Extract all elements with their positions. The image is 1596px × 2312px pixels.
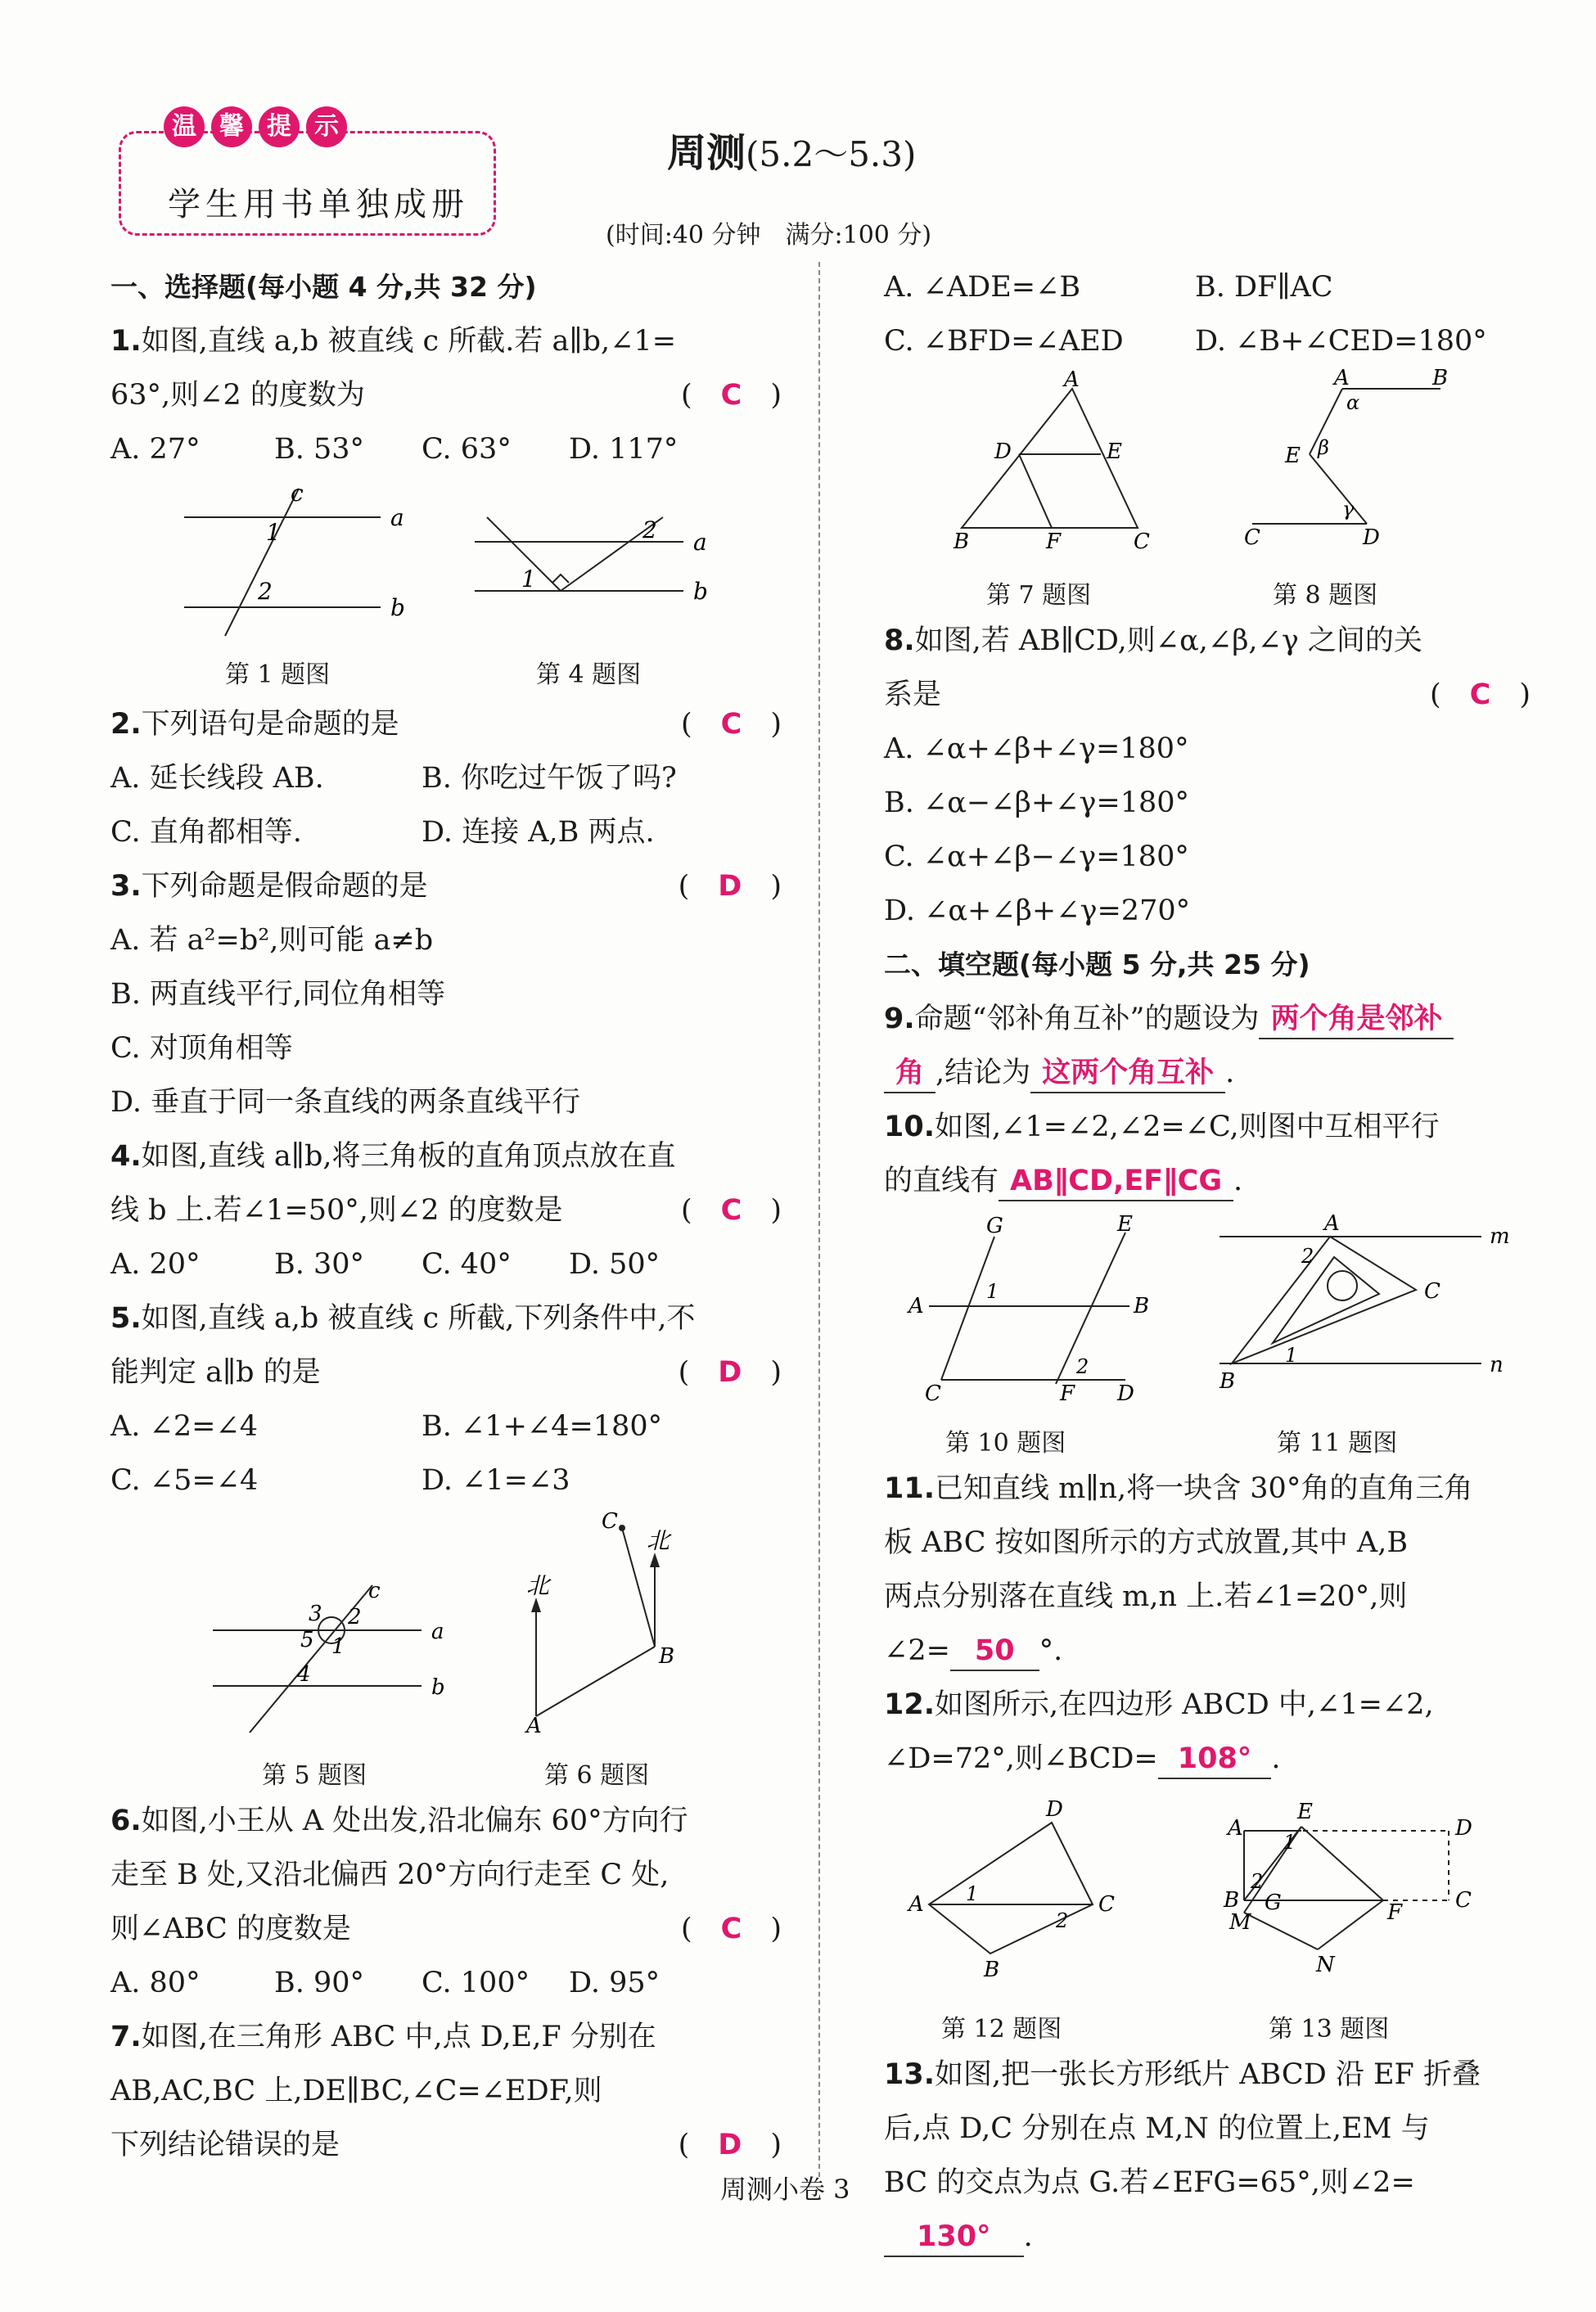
svg-text:F: F (1387, 1900, 1403, 1925)
q2-options (110, 805, 782, 859)
svg-text:3: 3 (309, 1602, 322, 1626)
q11-fill: 50 (950, 1632, 1039, 1671)
option: A. ∠ADE=∠B (884, 271, 1081, 304)
figures-5-6 (110, 1508, 782, 1794)
q4-line2: 线 b 上.若∠1=50°,则∠2 的度数是 ( C ) (110, 1183, 782, 1237)
q13-line4: 130° . (884, 2210, 1531, 2264)
svg-text:2: 2 (1056, 1909, 1069, 1932)
svg-text:B: B (1134, 1294, 1150, 1318)
section-2-heading: 二、填空题(每小题 5 分,共 25 分) (884, 949, 1310, 980)
svg-text:2: 2 (258, 578, 273, 605)
q7-answer: ( D ) (678, 2129, 782, 2161)
svg-text:A: A (1334, 366, 1350, 390)
svg-text:1: 1 (521, 566, 536, 593)
option: C. 对顶角相等 (110, 1032, 293, 1065)
q5-line2: 能判定 a∥b 的是 ( D ) (110, 1345, 782, 1399)
svg-text:B: B (659, 1644, 675, 1669)
figures-12-13 (884, 1786, 1531, 2048)
figure-7 (949, 367, 1179, 557)
svg-text:E: E (1107, 439, 1122, 464)
option: D. 垂直于同一条直线的两条直线平行 (110, 1086, 581, 1119)
q4-options (110, 1237, 782, 1291)
option: A. ∠α+∠β+∠γ=180° (884, 732, 1189, 765)
q10-line1: 10.如图,∠1=∠2,∠2=∠C,则图中互相平行 (884, 1111, 1440, 1143)
svg-text:N: N (1316, 1953, 1335, 1977)
svg-text:b: b (431, 1675, 445, 1700)
figure-1 (176, 480, 405, 640)
svg-text:D: D (994, 439, 1012, 464)
svg-text:D: D (1455, 1816, 1472, 1841)
svg-text:F: F (1060, 1381, 1075, 1406)
svg-text:D: D (1363, 525, 1380, 550)
q9-fill-hypothesis-end: 角 (884, 1054, 936, 1093)
q9-fill-conclusion: 这两个角互补 (1030, 1054, 1225, 1093)
option: C. 40° (422, 1248, 512, 1281)
option: A. 延长线段 AB. (110, 762, 324, 795)
svg-text:C: C (1244, 525, 1260, 550)
figure-4 (471, 501, 741, 640)
q9-fill-hypothesis: 两个角是邻补 (1259, 1000, 1454, 1039)
svg-text:β: β (1318, 436, 1329, 459)
option: C. 63° (422, 433, 512, 466)
figures-1-4 (110, 476, 782, 697)
q13-line3: BC 的交点为点 G.若∠EFG=65°,则∠2= (884, 2166, 1415, 2199)
q4-answer: ( C ) (681, 1194, 782, 1227)
svg-text:B: B (1224, 1888, 1240, 1913)
option: D. 50° (569, 1248, 660, 1281)
svg-text:F: F (1046, 530, 1062, 554)
figures-10-11 (884, 1208, 1531, 1462)
svg-text:E: E (1285, 444, 1301, 468)
svg-text:a: a (390, 504, 404, 531)
option: C. 直角都相等. (110, 816, 302, 849)
figure-5 (209, 1581, 454, 1737)
svg-text:北: 北 (647, 1527, 670, 1554)
option: C. ∠5=∠4 (110, 1464, 259, 1497)
svg-text:a: a (693, 529, 707, 556)
svg-text:2: 2 (1251, 1870, 1264, 1893)
option: B. 90° (274, 1967, 365, 1999)
q6-options (110, 1956, 782, 2010)
option: B. ∠1+∠4=180° (422, 1410, 663, 1443)
option: A. ∠2=∠4 (110, 1410, 259, 1443)
figure-11-caption: 第 11 题图 (1277, 1429, 1398, 1458)
svg-text:a: a (431, 1620, 444, 1644)
q11-line4: ∠2= 50 °. (884, 1624, 1531, 1678)
left-column (110, 260, 782, 2172)
q2-options (110, 751, 782, 805)
svg-text:A: A (526, 1714, 542, 1738)
q6-answer: ( C ) (681, 1913, 782, 1945)
q8-line2: 系是 ( C ) (884, 668, 1531, 722)
column-divider (818, 262, 820, 2177)
q10-line2: 的直线有 AB∥CD,EF∥CG . (884, 1154, 1531, 1208)
figure-4-caption: 第 4 题图 (536, 660, 642, 689)
svg-text:C: C (925, 1381, 941, 1406)
tip-badge-char: 馨 (211, 106, 252, 147)
q7-line2: AB,AC,BC 上,DE∥BC,∠C=∠EDF,则 (110, 2075, 602, 2107)
figure-13 (1211, 1798, 1506, 1994)
q2-answer: ( C ) (681, 708, 782, 741)
q7-options (884, 260, 1531, 314)
option: B. 30° (274, 1248, 365, 1281)
option: A. 20° (110, 1248, 201, 1281)
svg-text:b: b (390, 594, 405, 621)
svg-text:D: D (1117, 1381, 1134, 1406)
q7-line1: 7.如图,在三角形 ABC 中,点 D,E,F 分别在 (110, 2021, 656, 2053)
svg-text:北: 北 (526, 1572, 550, 1599)
svg-text:G: G (986, 1214, 1003, 1238)
svg-text:γ: γ (1342, 498, 1355, 521)
svg-text:C: C (1424, 1279, 1440, 1304)
figure-12 (908, 1798, 1154, 1994)
q13-line2: 后,点 D,C 分别在点 M,N 的位置上,EM 与 (884, 2112, 1430, 2145)
option: B. 你吃过午饭了吗? (422, 762, 677, 795)
svg-text:c: c (368, 1579, 381, 1603)
option: D. ∠B+∠CED=180° (1195, 325, 1487, 358)
svg-text:C: C (1098, 1892, 1115, 1917)
tip-badge-char: 提 (259, 106, 300, 147)
q6-line3: 则∠ABC 的度数是 ( C ) (110, 1902, 782, 1956)
option: B. 53° (274, 433, 365, 466)
page-footer: 周测小卷 3 (720, 2174, 850, 2205)
svg-text:A: A (1228, 1816, 1243, 1841)
svg-text:c: c (291, 480, 304, 507)
svg-text:5: 5 (300, 1628, 314, 1652)
q3-line1: 3.下列命题是假命题的是 ( D ) (110, 859, 782, 913)
q4-line1: 4.如图,直线 a∥b,将三角板的直角顶点放在直 (110, 1140, 676, 1173)
figure-11 (1211, 1211, 1510, 1408)
q5-options (110, 1399, 782, 1453)
option: B. DF∥AC (1195, 271, 1333, 304)
q7-options (884, 314, 1531, 368)
svg-text:C: C (602, 1509, 618, 1534)
svg-text:1: 1 (266, 519, 281, 546)
q10-fill: AB∥CD,EF∥CG (999, 1162, 1233, 1201)
figure-6-caption: 第 6 题图 (544, 1761, 650, 1790)
q1-options (110, 422, 782, 476)
svg-text:1: 1 (986, 1280, 999, 1303)
q2-line1: 2.下列语句是命题的是 ( C ) (110, 697, 782, 751)
option: A. 27° (110, 433, 201, 466)
title-sub: (5.2～5.3) (746, 134, 917, 174)
q6-line2: 走至 B 处,又沿北偏西 20°方向行走至 C 处, (110, 1859, 670, 1891)
option: A. 80° (110, 1967, 201, 1999)
svg-text:1: 1 (331, 1634, 345, 1659)
q8-answer: ( C ) (1430, 678, 1531, 711)
section-1-heading: 一、选择题(每小题 4 分,共 32 分) (110, 271, 537, 303)
svg-text:A: A (908, 1294, 924, 1318)
svg-text:m: m (1490, 1224, 1510, 1249)
q5-answer: ( D ) (678, 1356, 782, 1389)
q5-line1: 5.如图,直线 a,b 被直线 c 所截,下列条件中,不 (110, 1302, 696, 1335)
svg-text:2: 2 (1301, 1245, 1314, 1268)
svg-text:B: B (1220, 1369, 1236, 1394)
svg-text:E: E (1297, 1800, 1313, 1824)
figure-13-caption: 第 13 题图 (1269, 2015, 1390, 2044)
tip-badge-char: 温 (164, 106, 205, 147)
q8-line1: 8.如图,若 AB∥CD,则∠α,∠β,∠γ 之间的关 (884, 624, 1422, 657)
svg-text:C: C (1134, 530, 1150, 554)
option: D. ∠1=∠3 (422, 1464, 570, 1497)
option: D. 连接 A,B 两点. (422, 816, 655, 849)
tip-badge-char: 示 (306, 106, 347, 147)
q12-line1: 12.如图所示,在四边形 ABCD 中,∠1=∠2, (884, 1688, 1434, 1721)
q11-line3: 两点分别落在直线 m,n 上.若∠1=20°,则 (884, 1580, 1408, 1613)
q13-line1: 13.如图,把一张长方形纸片 ABCD 沿 EF 折叠 (884, 2058, 1481, 2091)
svg-text:n: n (1490, 1353, 1504, 1377)
q7-line3: 下列结论错误的是 ( D ) (110, 2118, 782, 2172)
q6-line1: 6.如图,小王从 A 处出发,沿北偏东 60°方向行 (110, 1805, 688, 1837)
figure-12-caption: 第 12 题图 (941, 2015, 1062, 2044)
option: C. 100° (422, 1967, 530, 1999)
option: B. 两直线平行,同位角相等 (110, 978, 446, 1011)
svg-text:E: E (1117, 1212, 1133, 1237)
figures-7-8 (884, 368, 1531, 614)
svg-text:G: G (1265, 1891, 1282, 1915)
tip-badge (164, 106, 347, 147)
figure-7-caption: 第 7 题图 (986, 581, 1092, 610)
q11-line1: 11.已知直线 m∥n,将一块含 30°角的直角三角 (884, 1472, 1473, 1505)
svg-text:C: C (1455, 1888, 1472, 1913)
figure-10 (908, 1212, 1170, 1406)
option: D. 95° (569, 1967, 660, 1999)
title-main: 周测 (667, 130, 746, 176)
figure-8 (1236, 366, 1481, 552)
svg-text:1: 1 (1283, 1831, 1296, 1854)
page-title (667, 121, 916, 178)
svg-text:M: M (1229, 1910, 1251, 1935)
svg-text:2: 2 (1076, 1355, 1089, 1378)
q1-answer: ( C ) (681, 379, 782, 412)
q5-options (110, 1453, 782, 1508)
figure-8-caption: 第 8 题图 (1273, 581, 1378, 610)
svg-text:B: B (1432, 366, 1449, 390)
svg-text:B: B (954, 530, 970, 554)
svg-text:2: 2 (642, 516, 657, 543)
svg-text:2: 2 (348, 1605, 362, 1629)
option: A. 若 a²=b²,则可能 a≠b (110, 924, 434, 957)
option: B. ∠α−∠β+∠γ=180° (884, 786, 1190, 819)
figure-1-caption: 第 1 题图 (225, 660, 331, 689)
figure-10-caption: 第 10 题图 (945, 1429, 1066, 1458)
q1-line1: 1.如图,直线 a,b 被直线 c 所截.若 a∥b,∠1= (110, 325, 677, 358)
option: C. ∠α+∠β−∠γ=180° (884, 841, 1189, 873)
q1-line2: 63°,则∠2 的度数为 ( C ) (110, 368, 782, 422)
svg-text:D: D (1046, 1797, 1063, 1822)
q3-answer: ( D ) (678, 870, 782, 903)
svg-text:1: 1 (966, 1882, 979, 1905)
figure-6 (503, 1509, 716, 1738)
option: C. ∠BFD=∠AED (884, 325, 1124, 358)
q11-line2: 板 ABC 按如图所示的方式放置,其中 A,B (884, 1526, 1409, 1559)
option: D. 117° (569, 433, 679, 466)
svg-text:b: b (693, 578, 708, 605)
svg-text:B: B (984, 1958, 1000, 1982)
svg-text:4: 4 (297, 1662, 311, 1687)
svg-text:A: A (1324, 1211, 1340, 1236)
svg-text:1: 1 (1285, 1344, 1298, 1367)
q9-line1: 9.命题“邻补角互补”的题设为 两个角是邻补 (884, 992, 1531, 1046)
tip-text: 学生用书单独成册 (168, 186, 469, 223)
q9-line2: 角 ,结论为 这两个角互补 . (884, 1046, 1531, 1100)
exam-meta: (时间:40 分钟 满分:100 分) (606, 221, 932, 250)
svg-text:α: α (1346, 391, 1360, 414)
q13-fill: 130° (884, 2218, 1024, 2257)
right-column (884, 260, 1531, 2264)
figure-5-caption: 第 5 题图 (262, 1761, 367, 1790)
q12-line2: ∠D=72°,则∠BCD= 108° . (884, 1732, 1531, 1786)
svg-text:A: A (1064, 367, 1080, 392)
svg-text:A: A (908, 1892, 924, 1917)
option: D. ∠α+∠β+∠γ=270° (884, 895, 1191, 927)
q12-fill: 108° (1158, 1740, 1272, 1779)
